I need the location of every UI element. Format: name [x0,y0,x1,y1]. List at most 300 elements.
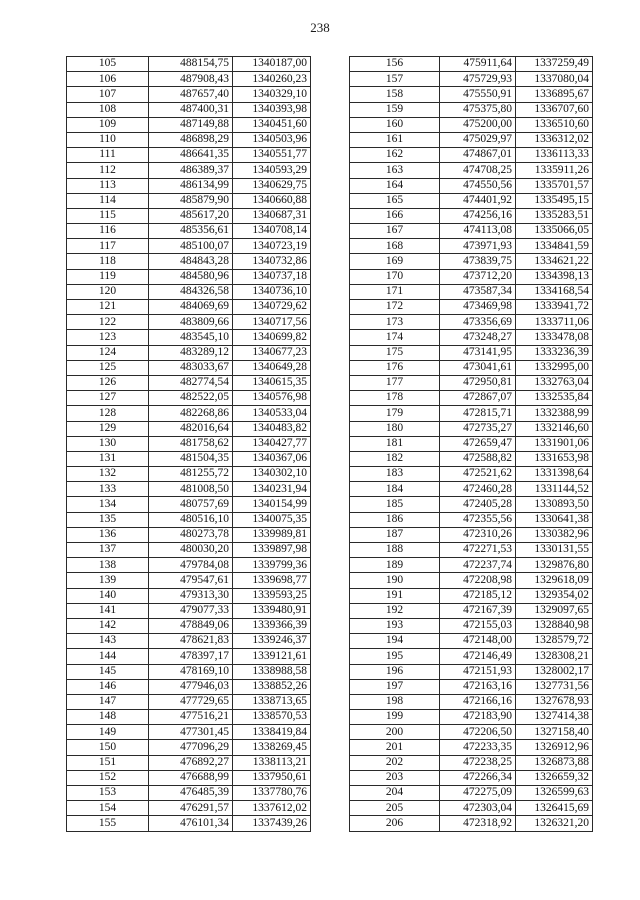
table-row [67,345,311,360]
table-row [67,603,311,618]
point-number-cell: 169 [350,254,440,269]
y-coordinate-cell: 1327731,56 [516,679,593,694]
point-number-cell: 118 [67,254,149,269]
x-coordinate-cell: 472166,16 [440,694,516,709]
coordinates-table-right [349,56,593,832]
y-coordinate-cell: 1335911,26 [516,163,593,178]
x-coordinate-cell: 472271,53 [440,543,516,558]
x-coordinate-cell: 472185,12 [440,588,516,603]
y-coordinate-cell: 1336895,67 [516,87,593,102]
point-number-cell: 179 [350,406,440,421]
y-coordinate-cell: 1340154,99 [233,497,311,512]
point-number-cell: 113 [67,178,149,193]
table-row [350,208,593,223]
y-coordinate-cell: 1336707,60 [516,102,593,117]
point-number-cell: 177 [350,375,440,390]
x-coordinate-cell: 477096,29 [149,740,233,755]
table-row [67,421,311,436]
table-row [67,451,311,466]
y-coordinate-cell: 1337259,49 [516,57,593,72]
x-coordinate-cell: 474256,16 [440,208,516,223]
table-row [67,72,311,87]
y-coordinate-cell: 1339246,37 [233,634,311,649]
y-coordinate-cell: 1335701,57 [516,178,593,193]
y-coordinate-cell: 1339799,36 [233,558,311,573]
y-coordinate-cell: 1339480,91 [233,603,311,618]
table-row [67,770,311,785]
point-number-cell: 110 [67,132,149,147]
table-row [67,148,311,163]
point-number-cell: 140 [67,588,149,603]
point-number-cell: 183 [350,467,440,482]
point-number-cell: 205 [350,801,440,816]
table-row [350,755,593,770]
y-coordinate-cell: 1329354,02 [516,588,593,603]
table-row [350,163,593,178]
y-coordinate-cell: 1340329,10 [233,87,311,102]
table-row [350,527,593,542]
table-row [350,360,593,375]
point-number-cell: 143 [67,634,149,649]
table-row [350,391,593,406]
point-number-cell: 152 [67,770,149,785]
y-coordinate-cell: 1336312,02 [516,132,593,147]
y-coordinate-cell: 1340677,23 [233,345,311,360]
y-coordinate-cell: 1333236,39 [516,345,593,360]
y-coordinate-cell: 1327414,38 [516,710,593,725]
table-row [350,57,593,72]
y-coordinate-cell: 1338570,53 [233,710,311,725]
point-number-cell: 187 [350,527,440,542]
point-number-cell: 114 [67,193,149,208]
y-coordinate-cell: 1334621,22 [516,254,593,269]
x-coordinate-cell: 483033,67 [149,360,233,375]
table-body [67,57,311,832]
y-coordinate-cell: 1330641,38 [516,512,593,527]
y-coordinate-cell: 1332146,60 [516,421,593,436]
y-coordinate-cell: 1331653,98 [516,451,593,466]
table-row [350,148,593,163]
y-coordinate-cell: 1331901,06 [516,436,593,451]
table-row [350,497,593,512]
point-number-cell: 148 [67,710,149,725]
y-coordinate-cell: 1329876,80 [516,558,593,573]
y-coordinate-cell: 1340732,86 [233,254,311,269]
y-coordinate-cell: 1333711,06 [516,315,593,330]
point-number-cell: 130 [67,436,149,451]
x-coordinate-cell: 472588,82 [440,451,516,466]
point-number-cell: 166 [350,208,440,223]
point-number-cell: 172 [350,300,440,315]
y-coordinate-cell: 1326659,32 [516,770,593,785]
point-number-cell: 175 [350,345,440,360]
point-number-cell: 195 [350,649,440,664]
y-coordinate-cell: 1339593,25 [233,588,311,603]
x-coordinate-cell: 472659,47 [440,436,516,451]
point-number-cell: 156 [350,57,440,72]
point-number-cell: 174 [350,330,440,345]
table-row [67,330,311,345]
y-coordinate-cell: 1340451,60 [233,117,311,132]
table-row [67,694,311,709]
point-number-cell: 112 [67,163,149,178]
point-number-cell: 194 [350,634,440,649]
point-number-cell: 186 [350,512,440,527]
x-coordinate-cell: 472275,09 [440,786,516,801]
table-row [350,603,593,618]
x-coordinate-cell: 472183,90 [440,710,516,725]
table-row [67,725,311,740]
x-coordinate-cell: 475029,97 [440,132,516,147]
point-number-cell: 123 [67,330,149,345]
x-coordinate-cell: 472148,00 [440,634,516,649]
x-coordinate-cell: 487908,43 [149,72,233,87]
y-coordinate-cell: 1340708,14 [233,224,311,239]
x-coordinate-cell: 485617,20 [149,208,233,223]
table-row [67,467,311,482]
table-row [350,664,593,679]
y-coordinate-cell: 1340699,82 [233,330,311,345]
point-number-cell: 144 [67,649,149,664]
y-coordinate-cell: 1334398,13 [516,269,593,284]
x-coordinate-cell: 479784,08 [149,558,233,573]
x-coordinate-cell: 472950,81 [440,375,516,390]
x-coordinate-cell: 483809,66 [149,315,233,330]
table-row [67,755,311,770]
table-row [350,254,593,269]
x-coordinate-cell: 472318,92 [440,816,516,831]
table-row [350,102,593,117]
point-number-cell: 126 [67,375,149,390]
y-coordinate-cell: 1340427,77 [233,436,311,451]
point-number-cell: 136 [67,527,149,542]
x-coordinate-cell: 472151,93 [440,664,516,679]
x-coordinate-cell: 479313,30 [149,588,233,603]
table-row [67,300,311,315]
point-number-cell: 122 [67,315,149,330]
point-number-cell: 188 [350,543,440,558]
point-number-cell: 127 [67,391,149,406]
y-coordinate-cell: 1338852,26 [233,679,311,694]
table-row [350,512,593,527]
point-number-cell: 142 [67,618,149,633]
point-number-cell: 171 [350,284,440,299]
x-coordinate-cell: 481255,72 [149,467,233,482]
y-coordinate-cell: 1330382,96 [516,527,593,542]
x-coordinate-cell: 485356,61 [149,224,233,239]
y-coordinate-cell: 1340737,18 [233,269,311,284]
y-coordinate-cell: 1340729,62 [233,300,311,315]
y-coordinate-cell: 1340649,28 [233,360,311,375]
table-row [67,740,311,755]
y-coordinate-cell: 1340367,06 [233,451,311,466]
x-coordinate-cell: 476485,39 [149,786,233,801]
y-coordinate-cell: 1340075,35 [233,512,311,527]
x-coordinate-cell: 477301,45 [149,725,233,740]
y-coordinate-cell: 1337780,76 [233,786,311,801]
x-coordinate-cell: 477516,21 [149,710,233,725]
x-coordinate-cell: 475729,93 [440,72,516,87]
x-coordinate-cell: 472303,04 [440,801,516,816]
table-row [67,117,311,132]
point-number-cell: 131 [67,451,149,466]
point-number-cell: 176 [350,360,440,375]
x-coordinate-cell: 482774,54 [149,375,233,390]
x-coordinate-cell: 472163,16 [440,679,516,694]
y-coordinate-cell: 1332535,84 [516,391,593,406]
x-coordinate-cell: 479077,33 [149,603,233,618]
point-number-cell: 168 [350,239,440,254]
x-coordinate-cell: 477946,03 [149,679,233,694]
x-coordinate-cell: 474867,01 [440,148,516,163]
x-coordinate-cell: 472155,03 [440,618,516,633]
y-coordinate-cell: 1335283,51 [516,208,593,223]
x-coordinate-cell: 483289,12 [149,345,233,360]
y-coordinate-cell: 1340551,77 [233,148,311,163]
table-row [350,558,593,573]
x-coordinate-cell: 486134,99 [149,178,233,193]
y-coordinate-cell: 1340302,10 [233,467,311,482]
table-row [67,284,311,299]
x-coordinate-cell: 481008,50 [149,482,233,497]
point-number-cell: 120 [67,284,149,299]
table-row [67,208,311,223]
table-row [67,193,311,208]
table-row [67,132,311,147]
x-coordinate-cell: 473971,93 [440,239,516,254]
y-coordinate-cell: 1333941,72 [516,300,593,315]
y-coordinate-cell: 1337950,61 [233,770,311,785]
x-coordinate-cell: 477729,65 [149,694,233,709]
point-number-cell: 129 [67,421,149,436]
y-coordinate-cell: 1340717,56 [233,315,311,330]
point-number-cell: 161 [350,132,440,147]
point-number-cell: 159 [350,102,440,117]
y-coordinate-cell: 1326599,63 [516,786,593,801]
y-coordinate-cell: 1333478,08 [516,330,593,345]
x-coordinate-cell: 484843,28 [149,254,233,269]
x-coordinate-cell: 473041,61 [440,360,516,375]
x-coordinate-cell: 473587,34 [440,284,516,299]
x-coordinate-cell: 476688,99 [149,770,233,785]
y-coordinate-cell: 1332995,00 [516,360,593,375]
table-row [67,375,311,390]
point-number-cell: 202 [350,755,440,770]
point-number-cell: 204 [350,786,440,801]
y-coordinate-cell: 1332388,99 [516,406,593,421]
table-row [350,72,593,87]
point-number-cell: 150 [67,740,149,755]
table-row [350,375,593,390]
table-row [67,239,311,254]
table-row [67,618,311,633]
x-coordinate-cell: 475200,00 [440,117,516,132]
point-number-cell: 191 [350,588,440,603]
point-number-cell: 151 [67,755,149,770]
x-coordinate-cell: 488154,75 [149,57,233,72]
table-row [67,801,311,816]
point-number-cell: 170 [350,269,440,284]
point-number-cell: 201 [350,740,440,755]
x-coordinate-cell: 485879,90 [149,193,233,208]
table-row [350,634,593,649]
table-row [350,710,593,725]
point-number-cell: 121 [67,300,149,315]
x-coordinate-cell: 472208,98 [440,573,516,588]
x-coordinate-cell: 486641,35 [149,148,233,163]
x-coordinate-cell: 487400,31 [149,102,233,117]
point-number-cell: 189 [350,558,440,573]
x-coordinate-cell: 472521,62 [440,467,516,482]
table-row [350,406,593,421]
table-body [350,57,593,832]
x-coordinate-cell: 473248,27 [440,330,516,345]
y-coordinate-cell: 1340687,31 [233,208,311,223]
x-coordinate-cell: 474550,56 [440,178,516,193]
x-coordinate-cell: 474401,92 [440,193,516,208]
y-coordinate-cell: 1338419,84 [233,725,311,740]
table-row [67,224,311,239]
x-coordinate-cell: 473839,75 [440,254,516,269]
x-coordinate-cell: 480516,10 [149,512,233,527]
y-coordinate-cell: 1326415,69 [516,801,593,816]
point-number-cell: 203 [350,770,440,785]
point-number-cell: 125 [67,360,149,375]
x-coordinate-cell: 484069,69 [149,300,233,315]
table-row [350,87,593,102]
x-coordinate-cell: 472735,27 [440,421,516,436]
y-coordinate-cell: 1336510,60 [516,117,593,132]
table-row [350,816,593,831]
point-number-cell: 124 [67,345,149,360]
point-number-cell: 184 [350,482,440,497]
point-number-cell: 107 [67,87,149,102]
point-number-cell: 180 [350,421,440,436]
table-row [67,679,311,694]
table-row [350,193,593,208]
table-row [350,421,593,436]
table-row [350,588,593,603]
point-number-cell: 145 [67,664,149,679]
point-number-cell: 109 [67,117,149,132]
y-coordinate-cell: 1340736,10 [233,284,311,299]
table-row [350,618,593,633]
point-number-cell: 163 [350,163,440,178]
y-coordinate-cell: 1334168,54 [516,284,593,299]
table-row [67,543,311,558]
table-row [350,345,593,360]
x-coordinate-cell: 481758,62 [149,436,233,451]
table-row [67,57,311,72]
y-coordinate-cell: 1340393,98 [233,102,311,117]
x-coordinate-cell: 478621,83 [149,634,233,649]
x-coordinate-cell: 478169,10 [149,664,233,679]
table-row [350,436,593,451]
table-row [67,406,311,421]
x-coordinate-cell: 472238,25 [440,755,516,770]
table-row [350,451,593,466]
y-coordinate-cell: 1340260,23 [233,72,311,87]
table-row [350,740,593,755]
x-coordinate-cell: 472355,56 [440,512,516,527]
table-row [350,467,593,482]
x-coordinate-cell: 476892,27 [149,755,233,770]
point-number-cell: 157 [350,72,440,87]
table-row [67,360,311,375]
table-row [350,117,593,132]
point-number-cell: 154 [67,801,149,816]
table-row [350,315,593,330]
x-coordinate-cell: 480273,78 [149,527,233,542]
point-number-cell: 192 [350,603,440,618]
x-coordinate-cell: 472237,74 [440,558,516,573]
table-row [67,816,311,831]
table-row [350,224,593,239]
table-row [67,254,311,269]
table-row [350,300,593,315]
x-coordinate-cell: 472815,71 [440,406,516,421]
table-row [350,679,593,694]
table-row [67,512,311,527]
point-number-cell: 116 [67,224,149,239]
point-number-cell: 199 [350,710,440,725]
y-coordinate-cell: 1340187,00 [233,57,311,72]
point-number-cell: 193 [350,618,440,633]
table-row [67,178,311,193]
page-number: 238 [310,20,330,35]
y-coordinate-cell: 1331144,52 [516,482,593,497]
y-coordinate-cell: 1329097,65 [516,603,593,618]
table-row [350,725,593,740]
y-coordinate-cell: 1326912,96 [516,740,593,755]
point-number-cell: 178 [350,391,440,406]
point-number-cell: 167 [350,224,440,239]
table-row [350,543,593,558]
y-coordinate-cell: 1340533,04 [233,406,311,421]
point-number-cell: 134 [67,497,149,512]
x-coordinate-cell: 475550,91 [440,87,516,102]
x-coordinate-cell: 478849,06 [149,618,233,633]
x-coordinate-cell: 474113,08 [440,224,516,239]
point-number-cell: 132 [67,467,149,482]
x-coordinate-cell: 480030,20 [149,543,233,558]
y-coordinate-cell: 1330131,55 [516,543,593,558]
point-number-cell: 108 [67,102,149,117]
x-coordinate-cell: 476101,34 [149,816,233,831]
y-coordinate-cell: 1339366,39 [233,618,311,633]
y-coordinate-cell: 1338988,58 [233,664,311,679]
point-number-cell: 181 [350,436,440,451]
y-coordinate-cell: 1328840,98 [516,618,593,633]
table-row [350,801,593,816]
point-number-cell: 135 [67,512,149,527]
x-coordinate-cell: 475911,64 [440,57,516,72]
x-coordinate-cell: 474708,25 [440,163,516,178]
x-coordinate-cell: 473141,95 [440,345,516,360]
point-number-cell: 138 [67,558,149,573]
x-coordinate-cell: 481504,35 [149,451,233,466]
table-row [67,102,311,117]
table-row [67,634,311,649]
table-row [67,588,311,603]
x-coordinate-cell: 472206,50 [440,725,516,740]
x-coordinate-cell: 472460,28 [440,482,516,497]
x-coordinate-cell: 473356,69 [440,315,516,330]
y-coordinate-cell: 1335066,05 [516,224,593,239]
table-row [67,710,311,725]
y-coordinate-cell: 1328579,72 [516,634,593,649]
point-number-cell: 147 [67,694,149,709]
